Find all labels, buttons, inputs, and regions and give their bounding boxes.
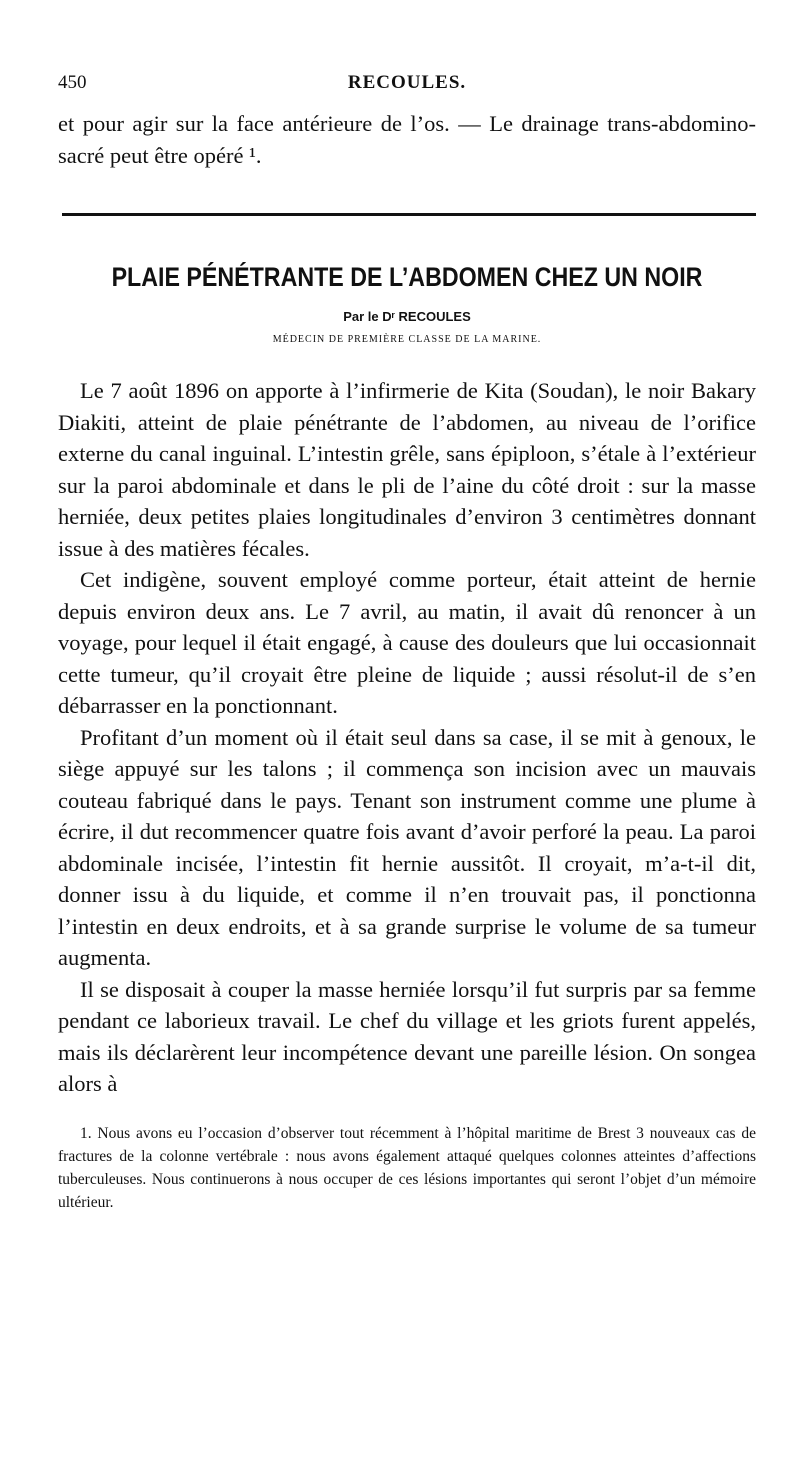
continuation-paragraph: et pour agir sur la face antérieure de l’os. — Le drainage trans-abdomino-sacré peut être opéré ¹. bbox=[58, 111, 756, 168]
article-byline: Par le Dʳ RECOULES bbox=[343, 309, 471, 324]
section-divider bbox=[62, 213, 756, 216]
page-number: 450 bbox=[58, 72, 87, 93]
running-head bbox=[58, 72, 756, 94]
footnote: 1. Nous avons eu l’occasion d’observer tout récemment à l’hôpital maritime de Brest 3 nouveaux cas de fractures de la colonne vertébrale : nous avons également attaqué quelques colonnes atteintes d’affections tuberculeuses. Nous continuerons à nous occuper de ces lésions importantes qui seront l’objet d’un mémoire ultérieur. bbox=[58, 1124, 756, 1211]
author-affiliation: MÉDECIN DE PREMIÈRE CLASSE DE LA MARINE. bbox=[272, 334, 542, 345]
body-paragraph-2: Cet indigène, souvent employé comme porteur, était atteint de hernie depuis environ deux ans. Le 7 avril, au matin, il avait dû renoncer à un voyage, pour lequel il était engagé, à cause des douleurs que lui occasionnait cette tumeur, qu’il croyait être pleine de liquide ; aussi résolut-il de s’en débarrasser en la ponctionnant. bbox=[58, 567, 756, 718]
body-paragraph-4: Il se disposait à couper la masse herniée lorsqu’il fut surpris par sa femme pendant ce laborieux travail. Le chef du village et les griots furent appelés, mais ils déclarèrent leur incompétence devant une pareille lésion. On songea alors à bbox=[58, 976, 756, 1096]
article-title: PLAIE PÉNÉTRANTE DE L’ABDOMEN CHEZ UN NOIR bbox=[111, 262, 703, 292]
body-paragraph-3: Profitant d’un moment où il était seul dans sa case, il se mit à genoux, le siège appuyé sur les talons ; il commença son incision avec un mauvais couteau fabriqué dans le pays. Tenant son instrument comme une plume à écrire, il dut recommencer quatre fois avant d’avoir perforé la peau. La paroi abdominale incisée, l’intestin fit hernie aussitôt. Il croyait, m’a-t-il dit, donner issu à du liquide, et comme il n’en trouvait pas, il ponctionna l’intestin en deux endroits, et à sa grande surprise le volume de sa tumeur augmenta. bbox=[58, 724, 756, 970]
running-title: RECOULES. bbox=[347, 72, 467, 93]
body-paragraph-1: Le 7 août 1896 on apporte à l’infirmerie de Kita (Soudan), le noir Bakary Diakiti, atteint de plaie pénétrante de l’abdomen, au niveau de l’orifice externe du canal inguinal. L’intestin grêle, sans épiploon, s’étale à l’extérieur sur la paroi abdominale et dans le pli de l’aine du côté droit : sur la masse herniée, deux petites plaies longitudinales d’environ 3 centimètres donnant issue à des matières fécales. bbox=[58, 378, 756, 561]
